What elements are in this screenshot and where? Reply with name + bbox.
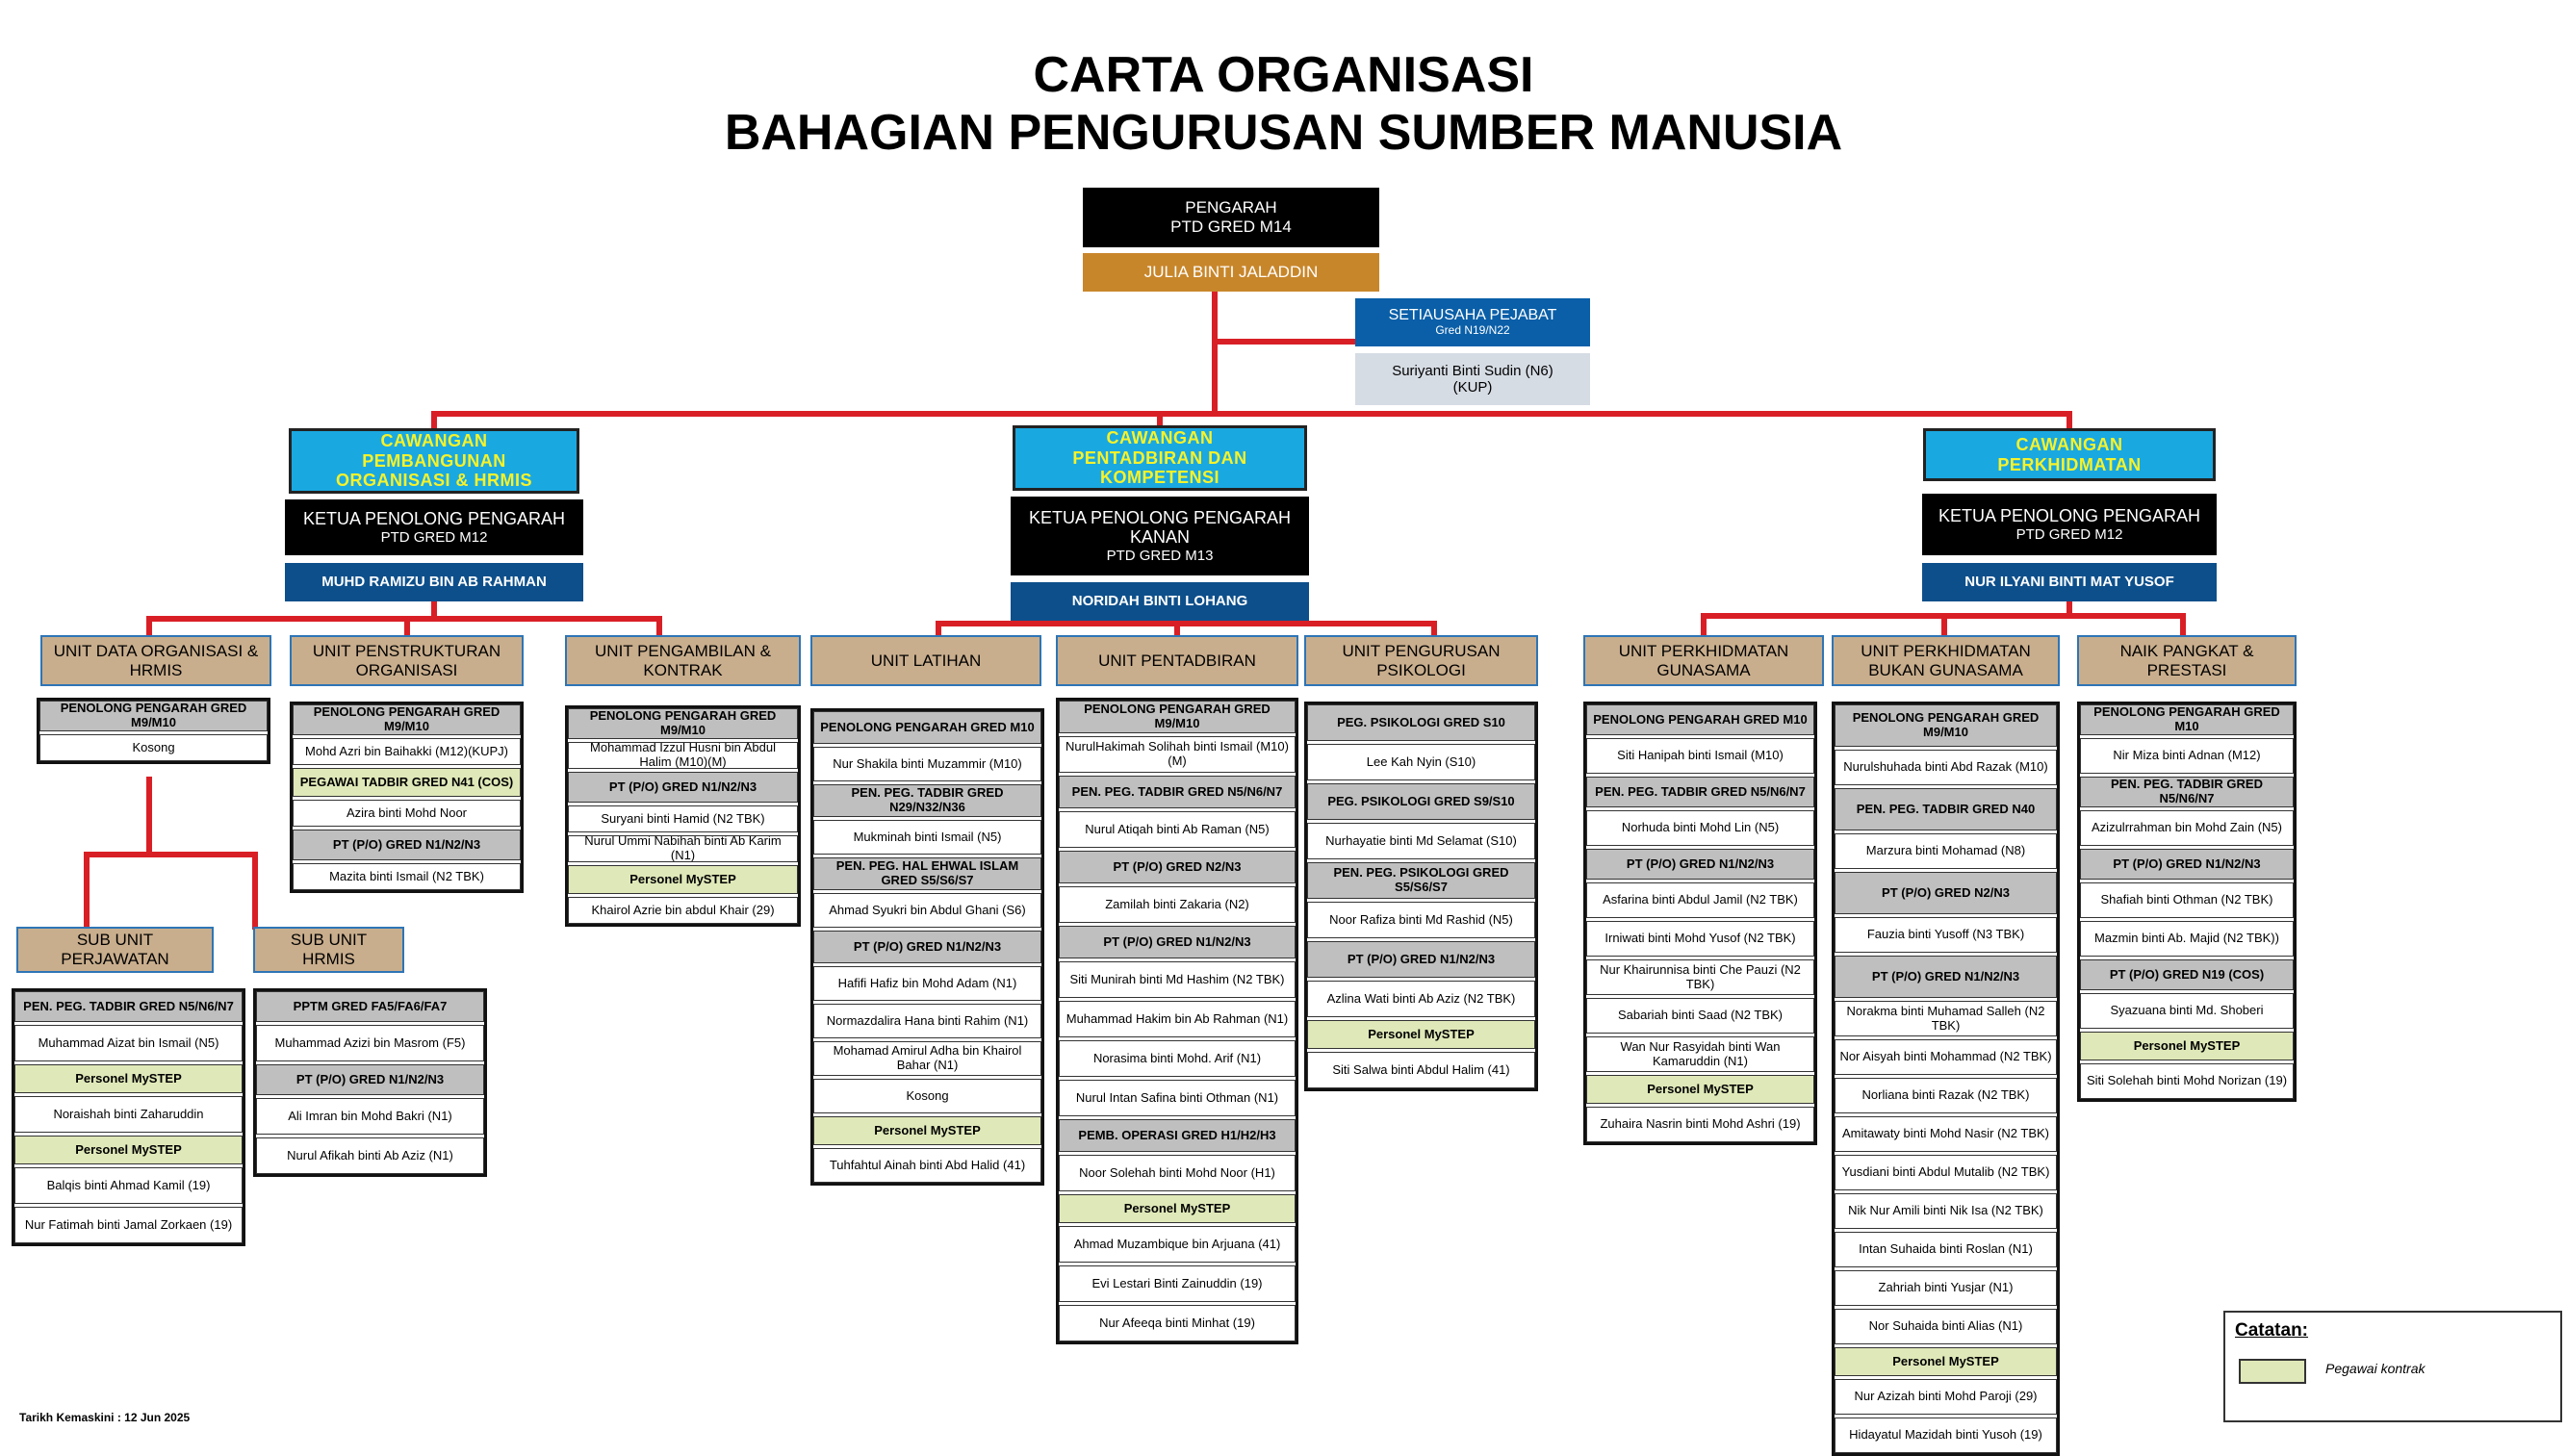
staff-name: Yusdiani binti Abdul Mutalib (N2 TBK) bbox=[1835, 1155, 2057, 1190]
staff-name: Norhuda binti Mohd Lin (N5) bbox=[1586, 810, 1814, 846]
staff-name: Khairol Azrie bin abdul Khair (29) bbox=[568, 897, 798, 924]
position-grade: PT (P/O) GRED N1/N2/N3 bbox=[1059, 926, 1296, 958]
staff-name: Siti Solehah binti Mohd Norizan (19) bbox=[2080, 1063, 2294, 1099]
position-grade: PEN. PEG. TADBIR GRED N5/N6/N7 bbox=[1586, 777, 1814, 807]
unit-header: UNIT PENGAMBILAN & KONTRAK bbox=[565, 635, 801, 686]
staff-name: Irniwati binti Mohd Yusof (N2 TBK) bbox=[1586, 921, 1814, 957]
staff-name: Muhammad Hakim bin Ab Rahman (N1) bbox=[1059, 1001, 1296, 1037]
unit-staff-column bbox=[1304, 702, 1538, 1091]
contract-position: Personel MySTEP bbox=[568, 865, 798, 894]
unit-staff-column bbox=[1583, 702, 1817, 1145]
position-grade: PT (P/O) GRED N1/N2/N3 bbox=[1835, 956, 2057, 998]
position-grade: PT (P/O) GRED N19 (COS) bbox=[2080, 959, 2294, 990]
staff-name: Nik Nur Amili binti Nik Isa (N2 TBK) bbox=[1835, 1193, 2057, 1229]
staff-name: Zamilah binti Zakaria (N2) bbox=[1059, 886, 1296, 923]
branch-name-box bbox=[1923, 428, 2216, 481]
position-grade: PENOLONG PENGARAH GRED M10 bbox=[1586, 704, 1814, 735]
unit-staff-column bbox=[290, 702, 524, 893]
director-box bbox=[1083, 188, 1379, 247]
contract-position: Personel MySTEP bbox=[1586, 1075, 1814, 1104]
staff-name: Fauzia binti Yusoff (N3 TBK) bbox=[1835, 917, 2057, 953]
branch-name-box bbox=[1013, 425, 1307, 491]
staff-name: Siti Munirah binti Md Hashim (N2 TBK) bbox=[1059, 961, 1296, 998]
staff-name: Noor Rafiza binti Md Rashid (N5) bbox=[1307, 902, 1535, 938]
branch-name-line: CAWANGAN bbox=[1106, 427, 1214, 447]
unit-staff-column bbox=[810, 708, 1044, 1186]
branch-head-title: KETUA PENOLONG PENGARAH bbox=[1938, 506, 2201, 526]
contract-position: Personel MySTEP bbox=[813, 1116, 1041, 1145]
secretary-name: Suriyanti Binti Sudin (N6) bbox=[1392, 362, 1553, 379]
branch-head-grade: PTD GRED M12 bbox=[2015, 525, 2123, 543]
unit-staff-column bbox=[37, 698, 270, 764]
secretary-name-box bbox=[1355, 353, 1590, 405]
branch-name-line: ORGANISASI & HRMIS bbox=[335, 471, 532, 491]
staff-name: Nurul Intan Safina binti Othman (N1) bbox=[1059, 1080, 1296, 1116]
position-grade: PT (P/O) GRED N1/N2/N3 bbox=[568, 772, 798, 803]
position-grade: PEN. PEG. TADBIR GRED N5/N6/N7 bbox=[14, 991, 243, 1022]
staff-name: Nurul Atiqah binti Ab Raman (N5) bbox=[1059, 811, 1296, 848]
staff-name: Azira binti Mohd Noor bbox=[293, 800, 521, 827]
contract-position: Personel MySTEP bbox=[1307, 1020, 1535, 1049]
branch-head-box bbox=[1011, 497, 1309, 575]
contract-position: Personel MySTEP bbox=[2080, 1032, 2294, 1060]
contract-position: Personel MySTEP bbox=[14, 1136, 243, 1164]
staff-name: Nur Azizah binti Mohd Paroji (29) bbox=[1835, 1379, 2057, 1415]
position-grade: PT (P/O) GRED N2/N3 bbox=[1835, 872, 2057, 914]
staff-name: Norliana binti Razak (N2 TBK) bbox=[1835, 1078, 2057, 1113]
position-grade: PEN. PEG. TADBIR GRED N5/N6/N7 bbox=[2080, 777, 2294, 807]
branch-head-box bbox=[1922, 494, 2217, 555]
staff-name: Hidayatul Mazidah binti Yusoh (19) bbox=[1835, 1418, 2057, 1453]
unit-staff-column bbox=[253, 988, 487, 1177]
staff-name: Nur Shakila binti Muzammir (M10) bbox=[813, 747, 1041, 781]
unit-header: UNIT PERKHIDMATAN GUNASAMA bbox=[1583, 635, 1824, 686]
update-date: Tarikh Kemaskini : 12 Jun 2025 bbox=[19, 1411, 191, 1424]
position-grade: PEN. PEG. PSIKOLOGI GRED S5/S6/S7 bbox=[1307, 862, 1535, 899]
staff-name: Balqis binti Ahmad Kamil (19) bbox=[14, 1167, 243, 1204]
staff-name: Nor Aisyah binti Mohammad (N2 TBK) bbox=[1835, 1039, 2057, 1075]
staff-name: Evi Lestari Binti Zainuddin (19) bbox=[1059, 1265, 1296, 1302]
secretary-box bbox=[1355, 298, 1590, 346]
branch-head-name: MUHD RAMIZU BIN AB RAHMAN bbox=[285, 563, 583, 601]
staff-name: Kosong bbox=[813, 1079, 1041, 1113]
unit-header: UNIT PENSTRUKTURAN ORGANISASI bbox=[290, 635, 524, 686]
staff-name: Norakma binti Muhamad Salleh (N2 TBK) bbox=[1835, 1001, 2057, 1036]
staff-name: Azizulrrahman bin Mohd Zain (N5) bbox=[2080, 810, 2294, 846]
staff-name: NurulHakimah Solihah binti Ismail (M10)(M) bbox=[1059, 736, 1296, 773]
staff-name: Ali Imran bin Mohd Bakri (N1) bbox=[256, 1098, 484, 1135]
position-grade: PT (P/O) GRED N1/N2/N3 bbox=[2080, 849, 2294, 880]
staff-name: Siti Salwa binti Abdul Halim (41) bbox=[1307, 1052, 1535, 1088]
branch-head-grade: PTD GRED M13 bbox=[1106, 548, 1214, 565]
legend-item: Pegawai kontrak bbox=[2325, 1361, 2426, 1376]
staff-name: Siti Hanipah binti Ismail (M10) bbox=[1586, 738, 1814, 774]
position-grade: PT (P/O) GRED N1/N2/N3 bbox=[1586, 849, 1814, 880]
position-grade: PENOLONG PENGARAH GRED M9/M10 bbox=[568, 708, 798, 739]
branch-head-name: NORIDAH BINTI LOHANG bbox=[1011, 582, 1309, 621]
unit-staff-column bbox=[2077, 702, 2297, 1102]
position-grade: PENOLONG PENGARAH GRED M9/M10 bbox=[1835, 704, 2057, 747]
staff-name: Nur Khairunnisa binti Che Pauzi (N2 TBK) bbox=[1586, 959, 1814, 995]
staff-name: Noraishah binti Zaharuddin bbox=[14, 1096, 243, 1133]
branch-name-box bbox=[289, 428, 579, 494]
director-name: JULIA BINTI JALADDIN bbox=[1083, 253, 1379, 292]
position-grade: PENOLONG PENGARAH GRED M9/M10 bbox=[1059, 701, 1296, 733]
staff-name: Ahmad Muzambique bin Arjuana (41) bbox=[1059, 1226, 1296, 1263]
branch-head-title: KETUA PENOLONG PENGARAH bbox=[1028, 507, 1292, 527]
secretary-name-note: (KUP) bbox=[1452, 379, 1493, 396]
unit-header: NAIK PANGKAT & PRESTASI bbox=[2077, 635, 2297, 686]
staff-name: Nurulshuhada binti Abd Razak (M10) bbox=[1835, 750, 2057, 785]
chart-title-line1: CARTA ORGANISASI bbox=[1033, 47, 1534, 103]
branch-name-line: KOMPETENSI bbox=[1099, 468, 1219, 488]
unit-staff-column bbox=[12, 988, 245, 1246]
staff-name: Shafiah binti Othman (N2 TBK) bbox=[2080, 882, 2294, 918]
staff-name: Nur Fatimah binti Jamal Zorkaen (19) bbox=[14, 1207, 243, 1243]
position-grade: PENOLONG PENGARAH GRED M9/M10 bbox=[39, 701, 268, 731]
staff-name: Hafifi Hafiz bin Mohd Adam (N1) bbox=[813, 966, 1041, 1001]
staff-name: Normazdalira Hana binti Rahim (N1) bbox=[813, 1004, 1041, 1038]
staff-name: Nur Afeeqa binti Minhat (19) bbox=[1059, 1305, 1296, 1341]
position-grade: PEG. PSIKOLOGI GRED S10 bbox=[1307, 704, 1535, 741]
branch-name-line: CAWANGAN bbox=[380, 430, 488, 450]
staff-name: Muhammad Azizi bin Masrom (F5) bbox=[256, 1025, 484, 1061]
branch-name-line: PENTADBIRAN DAN bbox=[1072, 447, 1247, 468]
legend-box bbox=[2223, 1311, 2562, 1422]
staff-name: Suryani binti Hamid (N2 TBK) bbox=[568, 805, 798, 832]
staff-name: Mazita binti Ismail (N2 TBK) bbox=[293, 863, 521, 890]
staff-name: Nurul Afikah binti Ab Aziz (N1) bbox=[256, 1137, 484, 1174]
unit-header: SUB UNIT HRMIS bbox=[253, 927, 404, 973]
position-grade: PENOLONG PENGARAH GRED M10 bbox=[813, 711, 1041, 744]
unit-header: UNIT DATA ORGANISASI & HRMIS bbox=[40, 635, 271, 686]
contract-position: Personel MySTEP bbox=[1835, 1347, 2057, 1376]
staff-name: Nurul Ummi Nabihah binti Ab Karim (N1) bbox=[568, 835, 798, 862]
position-grade: PENOLONG PENGARAH GRED M9/M10 bbox=[293, 704, 521, 735]
staff-name: Muhammad Aizat bin Ismail (N5) bbox=[14, 1025, 243, 1061]
position-grade: PT (P/O) GRED N1/N2/N3 bbox=[293, 830, 521, 860]
director-grade: PTD GRED M14 bbox=[1170, 217, 1292, 236]
staff-name: Amitawaty binti Mohd Nasir (N2 TBK) bbox=[1835, 1116, 2057, 1152]
position-grade: PEN. PEG. TADBIR GRED N40 bbox=[1835, 788, 2057, 830]
position-grade: PT (P/O) GRED N1/N2/N3 bbox=[813, 931, 1041, 963]
staff-name: Azlina Wati binti Ab Aziz (N2 TBK) bbox=[1307, 981, 1535, 1017]
position-grade: PENOLONG PENGARAH GRED M10 bbox=[2080, 704, 2294, 735]
staff-name: Syazuana binti Md. Shoberi bbox=[2080, 993, 2294, 1029]
staff-name: Noor Solehah binti Mohd Noor (H1) bbox=[1059, 1155, 1296, 1191]
staff-name: Kosong bbox=[39, 734, 268, 761]
unit-staff-column bbox=[1056, 698, 1298, 1344]
position-grade: PEN. PEG. TADBIR GRED N29/N32/N36 bbox=[813, 784, 1041, 817]
branch-head-box bbox=[285, 499, 583, 555]
staff-name: Lee Kah Nyin (S10) bbox=[1307, 744, 1535, 780]
staff-name: Wan Nur Rasyidah binti Wan Kamaruddin (N1) bbox=[1586, 1036, 1814, 1072]
branch-head-name: NUR ILYANI BINTI MAT YUSOF bbox=[1922, 563, 2217, 601]
staff-name: Mohd Azri bin Baihakki (M12)(KUPJ) bbox=[293, 738, 521, 765]
contract-position: PEGAWAI TADBIR GRED N41 (COS) bbox=[293, 768, 521, 797]
chart-title-line2: BAHAGIAN PENGURUSAN SUMBER MANUSIA bbox=[724, 105, 1843, 161]
unit-staff-column bbox=[1832, 702, 2060, 1456]
staff-name: Intan Suhaida binti Roslan (N1) bbox=[1835, 1232, 2057, 1267]
staff-name: Tuhfahtul Ainah binti Abd Halid (41) bbox=[813, 1148, 1041, 1183]
staff-name: Norasima binti Mohd. Arif (N1) bbox=[1059, 1040, 1296, 1077]
unit-header: UNIT PENTADBIRAN bbox=[1056, 635, 1298, 686]
staff-name: Mohammad Izzul Husni bin Abdul Halim (M10)(M) bbox=[568, 742, 798, 769]
unit-staff-column bbox=[565, 705, 801, 927]
staff-name: Marzura binti Mohamad (N8) bbox=[1835, 833, 2057, 869]
director-role: PENGARAH bbox=[1185, 198, 1277, 217]
staff-name: Mazmin binti Ab. Majid (N2 TBK)) bbox=[2080, 921, 2294, 957]
staff-name: Nurhayatie binti Md Selamat (S10) bbox=[1307, 823, 1535, 859]
staff-name: Sabariah binti Saad (N2 TBK) bbox=[1586, 998, 1814, 1034]
branch-name-line: PERKHIDMATAN bbox=[1997, 454, 2142, 474]
branch-name-line: CAWANGAN bbox=[2015, 434, 2123, 454]
staff-name: Asfarina binti Abdul Jamil (N2 TBK) bbox=[1586, 882, 1814, 918]
position-grade: PEN. PEG. TADBIR GRED N5/N6/N7 bbox=[1059, 776, 1296, 808]
contract-position: Personel MySTEP bbox=[1059, 1194, 1296, 1223]
branch-name-line: PEMBANGUNAN bbox=[362, 450, 506, 471]
staff-name: Mohamad Amirul Adha bin Khairol Bahar (N1) bbox=[813, 1041, 1041, 1076]
staff-name: Nir Miza binti Adnan (M12) bbox=[2080, 738, 2294, 774]
unit-header: UNIT PENGURUSAN PSIKOLOGI bbox=[1304, 635, 1538, 686]
secretary-role: SETIAUSAHA PEJABAT bbox=[1388, 306, 1557, 323]
position-grade: PT (P/O) GRED N1/N2/N3 bbox=[1307, 941, 1535, 978]
staff-name: Zuhaira Nasrin binti Mohd Ashri (19) bbox=[1586, 1107, 1814, 1142]
staff-name: Nor Suhaida binti Alias (N1) bbox=[1835, 1309, 2057, 1344]
unit-header: UNIT LATIHAN bbox=[810, 635, 1041, 686]
branch-head-title: KETUA PENOLONG PENGARAH bbox=[302, 509, 566, 529]
staff-name: Zahriah binti Yusjar (N1) bbox=[1835, 1270, 2057, 1306]
contract-position: Personel MySTEP bbox=[14, 1064, 243, 1093]
position-grade: PPTM GRED FA5/FA6/FA7 bbox=[256, 991, 484, 1022]
legend-title: Catatan: bbox=[2235, 1320, 2309, 1341]
position-grade: PEMB. OPERASI GRED H1/H2/H3 bbox=[1059, 1119, 1296, 1152]
staff-name: Ahmad Syukri bin Abdul Ghani (S6) bbox=[813, 893, 1041, 928]
position-grade: PEN. PEG. HAL EHWAL ISLAM GRED S5/S6/S7 bbox=[813, 857, 1041, 890]
unit-header: UNIT PERKHIDMATAN BUKAN GUNASAMA bbox=[1832, 635, 2060, 686]
branch-head-title2: KANAN bbox=[1129, 527, 1190, 548]
position-grade: PT (P/O) GRED N1/N2/N3 bbox=[256, 1064, 484, 1095]
legend-swatch bbox=[2239, 1359, 2306, 1384]
position-grade: PT (P/O) GRED N2/N3 bbox=[1059, 851, 1296, 883]
position-grade: PEG. PSIKOLOGI GRED S9/S10 bbox=[1307, 783, 1535, 820]
staff-name: Mukminah binti Ismail (N5) bbox=[813, 820, 1041, 855]
branch-head-grade: PTD GRED M12 bbox=[380, 528, 488, 546]
unit-header: SUB UNIT PERJAWATAN bbox=[16, 927, 214, 973]
secretary-grade: Gred N19/N22 bbox=[1435, 323, 1510, 338]
